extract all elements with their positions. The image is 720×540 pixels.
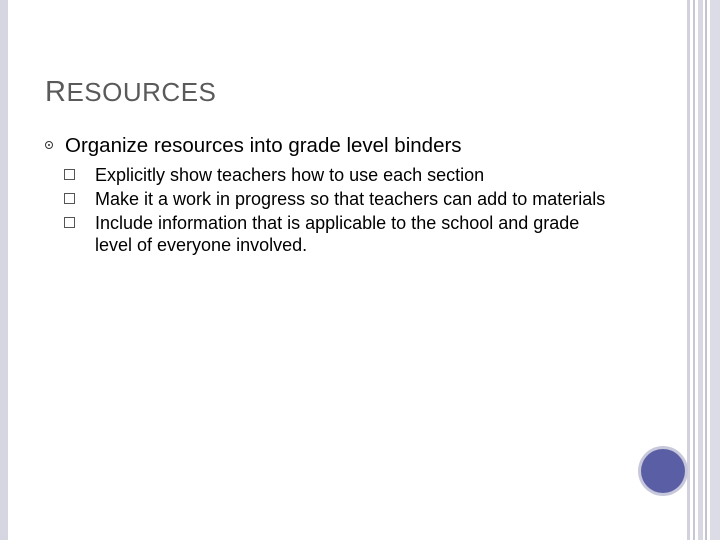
title-first-letter: R	[45, 76, 67, 108]
title-rest: ESOURCES	[66, 77, 217, 107]
sub-bullet-item	[64, 164, 615, 186]
checkbox-bullet-icon	[64, 169, 75, 180]
stripe	[693, 0, 695, 540]
slide-content	[45, 132, 615, 258]
slide-title	[45, 76, 216, 109]
stripe	[710, 0, 720, 540]
sub-bullet-text: Explicitly show teachers how to use each section	[95, 165, 485, 185]
bullet-item	[45, 132, 615, 160]
decorative-circle	[641, 449, 685, 493]
right-border-stripes	[684, 0, 720, 540]
stripe	[698, 0, 703, 540]
sub-bullet-text: Include information that is applicable to the school and grade level of everyone involved.	[95, 213, 580, 255]
left-border	[0, 0, 8, 540]
sub-bullet-item	[64, 188, 615, 210]
circle-bullet-icon	[45, 141, 53, 149]
sub-bullet-text: Make it a work in progress so that teachers can add to materials	[95, 189, 606, 209]
checkbox-bullet-icon	[64, 193, 75, 204]
stripe	[687, 0, 690, 540]
checkbox-bullet-icon	[64, 217, 75, 228]
stripe	[705, 0, 707, 540]
sub-bullet-item	[64, 212, 615, 256]
bullet-text: Organize resources into grade level binders	[65, 134, 462, 157]
